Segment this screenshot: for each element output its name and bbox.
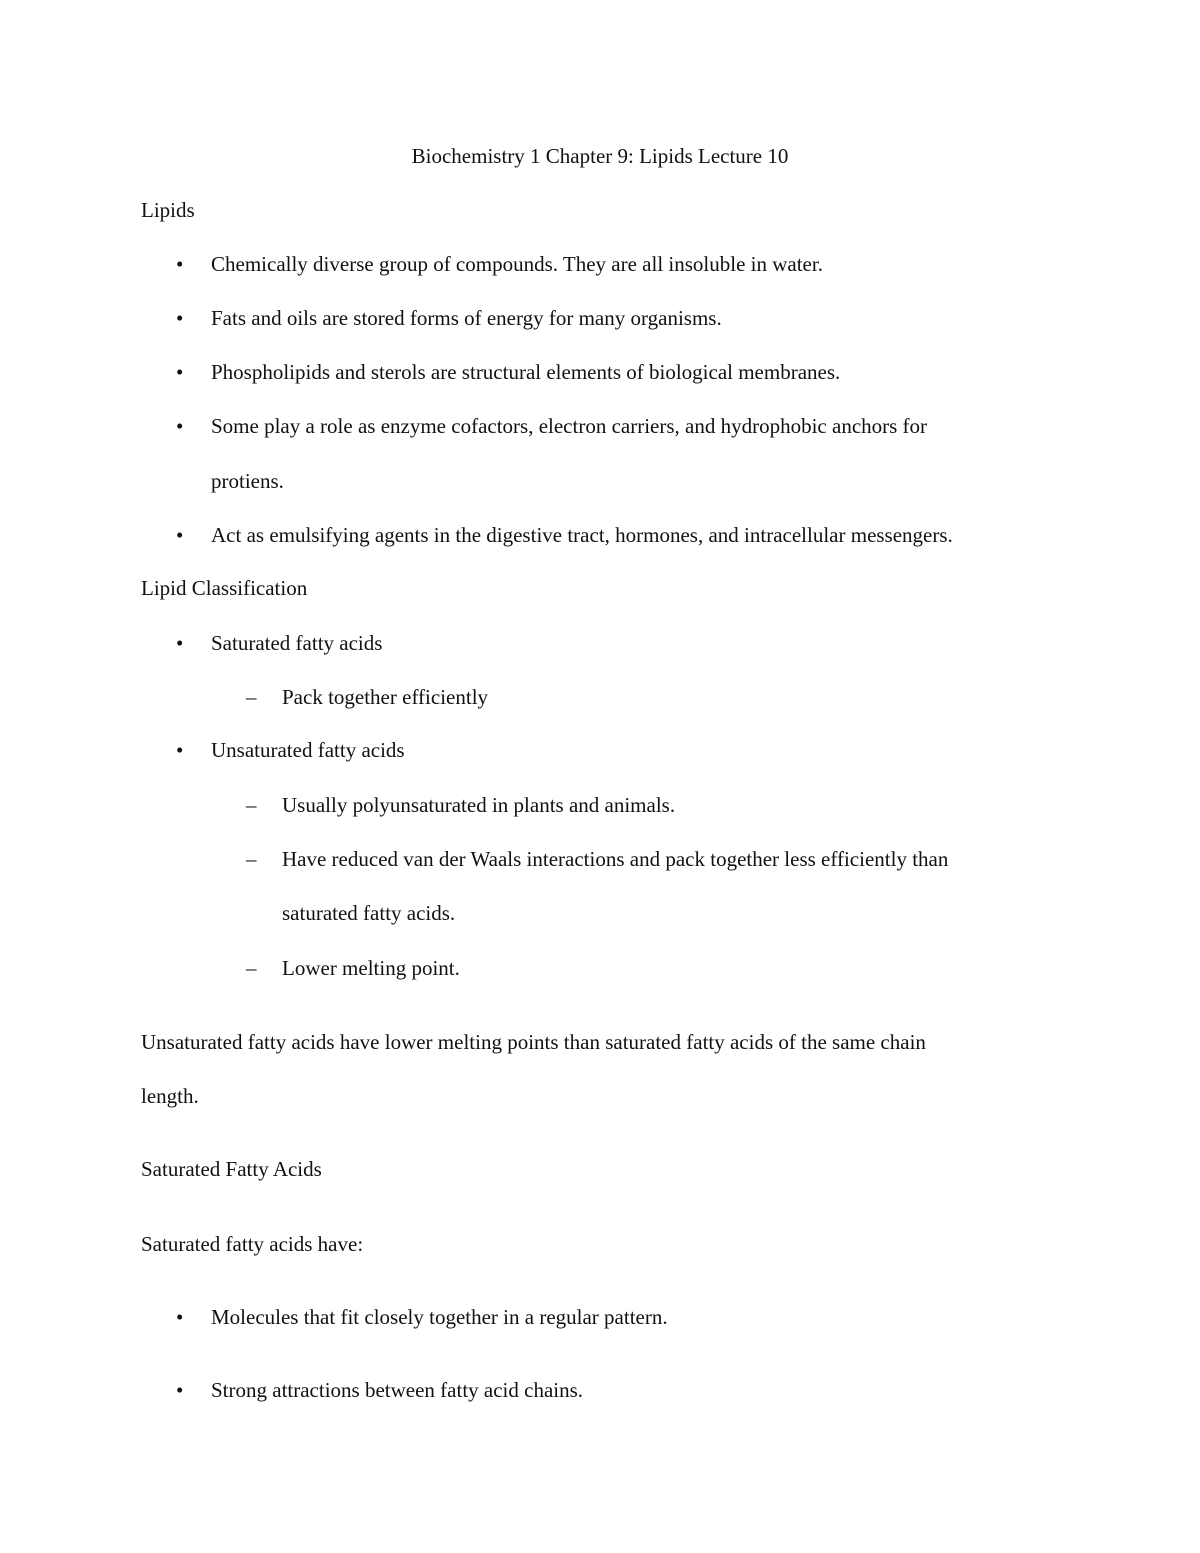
list-item: Some play a role as enzyme cofactors, electron carriers, and hydrophobic anchors for (211, 414, 928, 438)
dash-marker: – (246, 956, 257, 980)
bullet-marker: • (176, 1305, 184, 1329)
bullet-marker: • (176, 1378, 184, 1402)
sub-list-item: Pack together efficiently (282, 685, 489, 709)
paragraph-line: Unsaturated fatty acids have lower melting points than saturated fatty acids of the same chain (141, 1030, 926, 1054)
bullet-marker: • (176, 738, 184, 762)
section-heading-classification: Lipid Classification (141, 576, 308, 600)
sub-list-item: Usually polyunsaturated in plants and animals. (282, 793, 676, 817)
bullet-marker: • (176, 306, 184, 330)
dash-marker: – (246, 685, 257, 709)
section-heading-lipids: Lipids (141, 198, 195, 222)
page-title: Biochemistry 1 Chapter 9: Lipids Lecture 10 (411, 144, 789, 168)
bullet-marker: • (176, 631, 184, 655)
bullet-marker: • (176, 414, 184, 438)
list-item: Strong attractions between fatty acid chains. (211, 1378, 584, 1402)
dash-marker: – (246, 847, 257, 871)
list-item: Fats and oils are stored forms of energy for many organisms. (211, 306, 722, 330)
bullet-marker: • (176, 360, 184, 384)
paragraph-line: length. (141, 1084, 199, 1108)
list-item: Molecules that fit closely together in a regular pattern. (211, 1305, 668, 1329)
section-intro: Saturated fatty acids have: (141, 1232, 364, 1256)
list-item-continuation: protiens. (211, 469, 284, 493)
list-item: Act as emulsifying agents in the digestive tract, hormones, and intracellular messengers. (211, 523, 953, 547)
list-item: Unsaturated fatty acids (211, 738, 405, 762)
list-item: Phospholipids and sterols are structural elements of biological membranes. (211, 360, 841, 384)
list-item: Saturated fatty acids (211, 631, 383, 655)
bullet-marker: • (176, 252, 184, 276)
dash-marker: – (246, 793, 257, 817)
list-item: Chemically diverse group of compounds. They are all insoluble in water. (211, 252, 823, 276)
sub-list-item: Have reduced van der Waals interactions and pack together less efficiently than (282, 847, 949, 871)
section-heading-saturated: Saturated Fatty Acids (141, 1157, 322, 1181)
bullet-marker: • (176, 523, 184, 547)
sub-list-item: Lower melting point. (282, 956, 460, 980)
sub-list-item-continuation: saturated fatty acids. (282, 901, 456, 925)
